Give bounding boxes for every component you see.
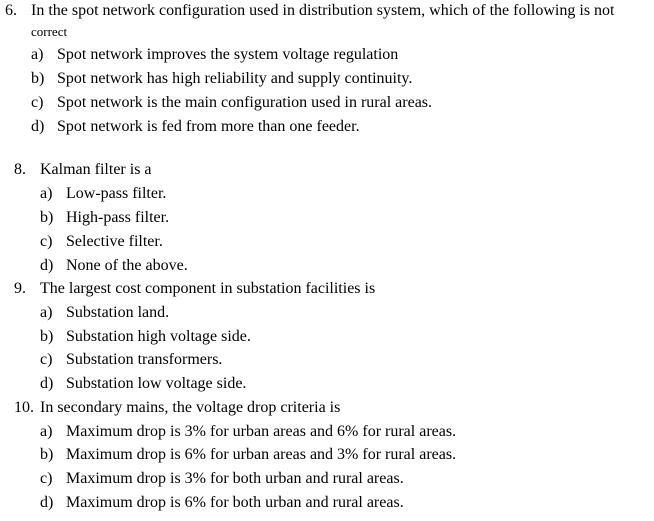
question-text: Kalman filter is a [40, 161, 152, 178]
option-letter: b) [40, 209, 54, 226]
option-text: None of the above. [66, 257, 188, 274]
option-letter: a) [40, 423, 53, 440]
option-text: Spot network is fed from more than one feeder. [57, 118, 360, 135]
option-text: Substation transformers. [66, 351, 223, 368]
option-text: High-pass filter. [66, 209, 170, 226]
option-letter: d) [31, 118, 45, 135]
question-number: 9. [14, 280, 26, 297]
option-letter: a) [40, 304, 53, 321]
option-letter: b) [31, 70, 45, 87]
option-text: Substation high voltage side. [66, 328, 251, 345]
option-letter: a) [31, 46, 44, 63]
option-letter: d) [40, 494, 54, 511]
option-letter: b) [40, 446, 54, 463]
option-letter: a) [40, 185, 53, 202]
option-text: Maximum drop is 6% for both urban and rural areas. [66, 494, 404, 511]
question-number: 10. [14, 399, 34, 416]
option-letter: b) [40, 328, 54, 345]
option-letter: d) [40, 375, 54, 392]
option-text: Maximum drop is 3% for both urban and rural areas. [66, 470, 404, 487]
option-letter: c) [40, 470, 53, 487]
option-letter: c) [31, 94, 44, 111]
question-text: The largest cost component in substation facilities is [40, 280, 376, 297]
option-letter: c) [40, 233, 53, 250]
option-letter: c) [40, 351, 53, 368]
option-text: Low-pass filter. [66, 185, 167, 202]
question-text: In the spot network configuration used in distribution system, which of the following is not [31, 2, 615, 19]
question-text-continued: correct [31, 24, 68, 39]
option-letter: d) [40, 257, 54, 274]
option-text: Selective filter. [66, 233, 163, 250]
question-number: 6. [5, 2, 17, 19]
question-number: 8. [14, 161, 26, 178]
option-text: Substation low voltage side. [66, 375, 247, 392]
option-text: Spot network improves the system voltage regulation [57, 46, 399, 63]
option-text: Maximum drop is 6% for urban areas and 3% for rural areas. [66, 446, 457, 463]
option-text: Maximum drop is 3% for urban areas and 6% for rural areas. [66, 423, 457, 440]
question-text: In secondary mains, the voltage drop criteria is [40, 399, 341, 416]
option-text: Spot network has high reliability and supply continuity. [57, 70, 413, 87]
option-text: Substation land. [66, 304, 170, 321]
option-text: Spot network is the main configuration used in rural areas. [57, 94, 433, 111]
